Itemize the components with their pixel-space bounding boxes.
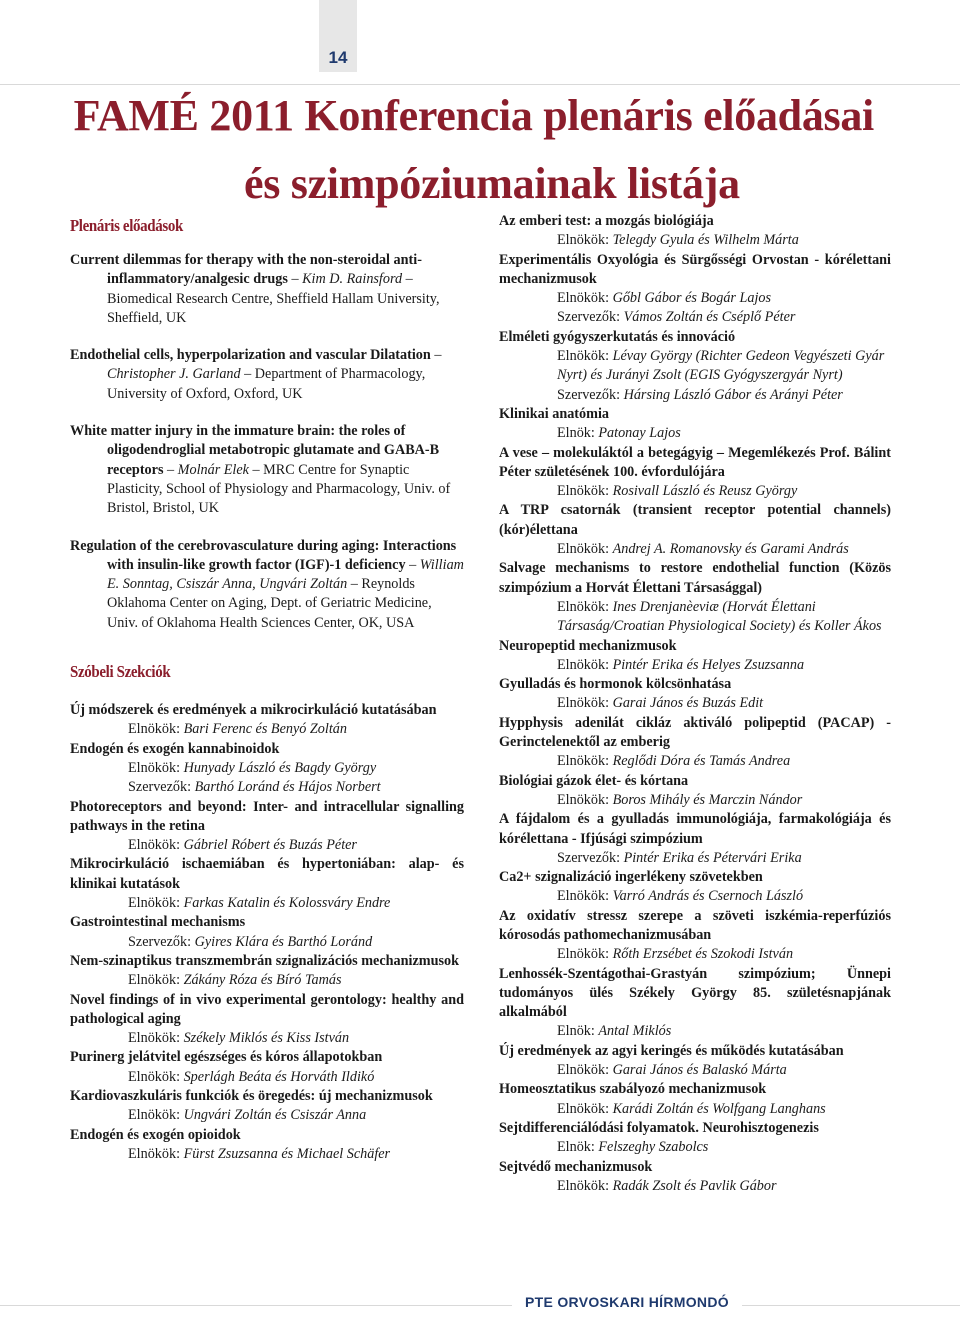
session-item: [70, 855, 464, 913]
session-item: [70, 740, 464, 798]
session-role-label: Elnökök:: [128, 1030, 181, 1047]
session-role-label: Elnökök:: [557, 483, 610, 500]
session-chairs: [70, 933, 464, 952]
plenary-institution: Department of Pharmacology, University of Oxford, Oxford, UK: [107, 366, 426, 402]
session-names: Fürst Zsuzsanna és Michael Schäfer: [183, 1145, 391, 1162]
session-role-label: Elnökök:: [557, 348, 610, 365]
session-title: Sejtvédő mechanizmusok: [499, 1158, 653, 1175]
session-chairs: [499, 887, 891, 906]
session-names: Telegdy Gyula és Wilhelm Márta: [612, 232, 799, 249]
session-names: Ungvári Zoltán és Csiszár Anna: [183, 1107, 367, 1124]
session-chairs: [499, 231, 891, 250]
session-role-label: Elnökök:: [128, 721, 181, 738]
session-title: Endogén és exogén kannabinoidok: [70, 740, 280, 757]
session-item: [499, 810, 891, 868]
session-chairs: [70, 971, 464, 990]
page-title-line-1: FAMÉ 2011 Konferencia plenáris előadásai: [73, 91, 874, 140]
plenary-item: Regulation of the cerebrovasculature during aging: Interactions with insulin-like growth factor (IGF)-1 deficiency – William E. Sonntag, Csiszár Anna, Ungvári Zoltán – Reynolds Oklahoma Center on Aging, Dept. of Geriatric Medicine, Univ. of Oklahoma Health Sciences Center, OK, USA: [70, 537, 464, 631]
session-title: Endogén és exogén opioidok: [70, 1126, 241, 1143]
session-title: Lenhossék-Szentágothai-Grastyán szimpózium; Ünnepi tudományos ülés Székely György 85. születésnapjának alkalmából: [499, 965, 891, 1021]
session-item: [499, 328, 891, 405]
session-item: [70, 798, 464, 856]
session-chairs: [70, 1145, 464, 1164]
plenary-item: White matter injury in the immature brain: the roles of oligodendroglial metabotropic glutamate and GABA-B receptors – Molnár Elek – MRC Centre for Synaptic Plasticity, School of Physiology and Pharmacology, Univ. of Bristol, Bristol, UK: [70, 423, 451, 517]
plenary-item: Endothelial cells, hyperpolarization and vascular Dilatation – Christopher J. Garland – Department of Pharmacology, University of Oxford, Oxford, UK: [70, 347, 442, 402]
session-role-label: Elnökök:: [128, 759, 181, 776]
plenary-institution: Reynolds Oklahoma Center on Aging, Dept. of Geriatric Medicine, Univ. of Oklahoma Health Sciences Center, OK, USA: [107, 576, 432, 631]
session-role-label: Elnökök:: [557, 656, 610, 673]
session-title: Klinikai anatómia: [499, 405, 609, 422]
session-role-label: Elnökök:: [128, 1068, 181, 1085]
session-role-label: Elnökök:: [557, 695, 610, 712]
session-names: Zákány Róza és Bíró Tamás: [183, 972, 342, 989]
session-role-label: Elnökök:: [557, 598, 610, 615]
session-names: Felszeghy Szabolcs: [598, 1139, 709, 1156]
session-names: Székely Miklós és Kiss István: [183, 1030, 350, 1047]
session-chairs: [499, 656, 891, 675]
session-names: Andrej A. Romanovsky és Garami András: [612, 541, 849, 558]
session-chairs: [499, 752, 891, 771]
session-chairs: [70, 1068, 464, 1087]
session-item: [70, 1048, 464, 1087]
session-item: [499, 559, 891, 636]
session-item: [499, 907, 891, 965]
session-item: [70, 1126, 464, 1165]
session-title: Salvage mechanisms to restore endothelial function (Közös szimpózium a Horvát Élettani Társasággal): [499, 560, 891, 596]
session-role-label: Szervezők:: [128, 779, 192, 796]
session-title: Az oxidatív stressz szerepe a szöveti iszkémia-reperfúziós kórosodás pathomechanizmusában: [499, 907, 891, 943]
session-role-label: Elnökök:: [557, 232, 610, 249]
session-item: [70, 991, 464, 1049]
left-session-list: [70, 701, 464, 1164]
session-item: [499, 1080, 891, 1119]
session-names: Patonay Lajos: [598, 425, 681, 442]
session-names: Rosivall László és Reusz György: [612, 483, 798, 500]
session-chairs: [499, 386, 891, 405]
session-names: Hunyady László és Bagdy György: [183, 759, 377, 776]
session-title: Kardiovaszkuláris funkciók és öregedés: új mechanizmusok: [70, 1087, 433, 1104]
session-item: [499, 772, 891, 811]
session-chairs: [499, 289, 891, 308]
session-names: Rőth Erzsébet és Szokodi István: [612, 946, 794, 963]
plenary-author: Kim D. Rainsford: [302, 271, 403, 288]
session-item: [499, 444, 891, 502]
session-chairs: [70, 1106, 464, 1125]
session-names: Lévay György (Richter Gedeon Vegyészeti Gyár Nyrt) és Jurányi Zsolt (EGIS Gyógyszergyár Nyrt): [557, 348, 885, 384]
session-role-label: Elnökök:: [557, 1062, 610, 1079]
session-item: [70, 701, 464, 740]
session-title: Biológiai gázok élet- és kórtana: [499, 772, 689, 789]
session-item: [70, 952, 464, 991]
session-chairs: [499, 694, 891, 713]
session-item: [499, 501, 891, 559]
plenary-institution: Biomedical Research Centre, Sheffield Hallam University, Sheffield, UK: [107, 290, 440, 326]
session-role-label: Elnökök:: [557, 753, 610, 770]
session-item: [499, 1042, 891, 1081]
session-role-label: Elnök:: [557, 425, 595, 442]
session-item: [70, 1087, 464, 1126]
session-title: Nem-szinaptikus transzmembrán szignalizációs mechanizmusok: [70, 952, 459, 969]
session-item: [499, 714, 891, 772]
session-chairs: [499, 791, 891, 810]
page-title-line-2: és szimpóziumainak listája: [244, 159, 740, 208]
session-title: Gastrointestinal mechanisms: [70, 914, 246, 931]
plenary-title: Current dilemmas for therapy with the non-steroidal anti-inflammatory/analgesic drugs: [70, 252, 422, 288]
session-names: Vámos Zoltán és Cséplő Péter: [623, 309, 796, 326]
session-title: Az emberi test: a mozgás biológiája: [499, 213, 714, 229]
session-names: Farkas Katalin és Kolossváry Endre: [183, 895, 391, 912]
session-role-label: Elnökök:: [128, 972, 181, 989]
session-role-label: Szervezők:: [128, 933, 192, 950]
session-names: Gőbl Gábor és Bogár Lajos: [612, 290, 772, 307]
session-item: [499, 868, 891, 907]
session-chairs: [70, 759, 464, 778]
session-role-label: Elnökök:: [557, 290, 610, 307]
session-names: Sperlágh Beáta és Horváth Ildikó: [183, 1068, 375, 1085]
plenary-list: [70, 251, 464, 633]
session-item: [499, 1158, 891, 1197]
session-chairs: [70, 836, 464, 855]
session-item: [499, 1119, 891, 1158]
session-role-label: Elnökök:: [557, 1177, 610, 1194]
plenary-item: Current dilemmas for therapy with the non-steroidal anti-inflammatory/analgesic drugs – Kim D. Rainsford – Biomedical Research Centre, Sheffield Hallam University, Sheffield, UK: [70, 252, 440, 326]
session-title: Novel findings of in vivo experimental gerontology: healthy and pathological aging: [70, 991, 464, 1027]
session-names: Barthó Loránd és Hájos Norbert: [194, 779, 381, 796]
session-names: Gábriel Róbert és Buzás Péter: [183, 837, 357, 854]
plenary-author: Molnár Elek: [177, 461, 249, 478]
session-role-label: Elnök:: [557, 1023, 595, 1040]
session-names: Varró András és Csernoch László: [612, 888, 804, 905]
session-title: Sejtdifferenciálódási folyamatok. Neurohisztogenezis: [499, 1119, 819, 1136]
session-role-label: Elnök:: [557, 1139, 595, 1156]
session-chairs: [499, 424, 891, 443]
session-item: [499, 251, 891, 328]
session-title: Purinerg jelátvitel egészséges és kóros állapotokban: [70, 1049, 383, 1066]
session-chairs: [70, 720, 464, 739]
session-names: Reglődi Dóra és Tamás Andrea: [612, 753, 791, 770]
footer-publication-name: PTE ORVOSKARI HÍRMONDÓ: [512, 1294, 742, 1310]
session-names: Antal Miklós: [598, 1023, 672, 1040]
plenary-heading: Plenáris előadások: [70, 216, 183, 235]
session-chairs: [499, 1022, 891, 1041]
oral-sessions-heading: Szóbeli Szekciók: [70, 662, 171, 682]
session-role-label: Elnökök:: [128, 837, 181, 854]
session-names: Hársing László Gábor és Arányi Péter: [623, 386, 843, 403]
session-item: [70, 913, 464, 952]
session-names: Pintér Erika és Helyes Zsuzsanna: [612, 656, 805, 673]
footer-rule: [0, 1305, 960, 1306]
session-title: Hypphysis adenilát cikláz aktiváló polipeptid (PACAP) - Gerinctelenektől az emberig: [499, 714, 891, 751]
session-title: A vese – molekuláktól a betegágyig – Megemlékezés Prof. Bálint Péter születésének 100. évfordulójára: [499, 444, 891, 480]
session-role-label: Szervezők:: [557, 309, 621, 326]
session-names: Boros Mihály és Marczin Nándor: [612, 791, 803, 808]
right-session-list: [499, 212, 891, 1196]
session-names: Garai János és Balaskó Márta: [612, 1062, 787, 1079]
plenary-author: William E. Sonntag, Csiszár Anna, Ungvári Zoltán: [107, 556, 464, 593]
session-role-label: Elnökök:: [557, 1100, 610, 1117]
session-item: [499, 675, 891, 714]
session-chairs: [499, 1138, 891, 1157]
session-title: Elméleti gyógyszerkutatás és innováció: [499, 328, 736, 345]
session-title: Gyulladás és hormonok kölcsönhatása: [499, 676, 732, 693]
session-title: Mikrocirkuláció ischaemiában és hypertoniában: alap- és klinikai kutatások: [70, 856, 464, 892]
session-names: Bari Ferenc és Benyó Zoltán: [183, 721, 347, 738]
session-role-label: Elnökök:: [557, 888, 610, 905]
session-chairs: [499, 540, 891, 559]
session-chairs: [499, 849, 891, 868]
plenary-title: Endothelial cells, hyperpolarization and vascular Dilatation: [70, 347, 431, 364]
session-chairs: [499, 598, 891, 637]
session-title: A TRP csatornák (transient receptor potential channels) (kór)élettana: [499, 502, 891, 538]
session-title: Homeosztatikus szabályozó mechanizmusok: [499, 1081, 767, 1098]
session-chairs: [499, 1177, 891, 1196]
session-title: Experimentális Oxyológia és Sürgősségi Orvostan - kórélettani mechanizmusok: [499, 251, 891, 287]
session-role-label: Elnökök:: [557, 791, 610, 808]
session-chairs: [499, 1100, 891, 1119]
session-chairs: [499, 945, 891, 964]
session-item: [499, 965, 891, 1042]
session-chairs: [499, 482, 891, 501]
session-item: [499, 405, 891, 444]
left-column: [70, 215, 464, 1164]
session-chairs: [70, 1029, 464, 1048]
session-title: A fájdalom és a gyulladás immunológiája, farmakológiája és kórélettana - Ifjúsági szimpózium: [499, 811, 891, 847]
session-chairs: [499, 347, 891, 386]
top-rule: [0, 84, 960, 85]
session-title: Ca2+ szignalizáció ingerlékeny szövetekben: [499, 869, 763, 886]
page-number: 14: [328, 48, 348, 67]
session-chairs: [70, 894, 464, 913]
plenary-institution: MRC Centre for Synaptic Plasticity, School of Physiology and Pharmacology, Univ. of Bristol, Bristol, UK: [107, 461, 451, 517]
plenary-title: Regulation of the cerebrovasculature during aging: Interactions with insulin-like growth factor (IGF)-1 deficiency: [70, 537, 457, 573]
session-title: Photoreceptors and beyond: Inter- and intracellular signalling pathways in the retina: [70, 798, 464, 834]
session-title: Neuropeptid mechanizmusok: [499, 637, 677, 654]
session-names: Ines Drenjanèeviæ (Horvát Élettani Társaság/Croatian Physiological Society) és Koller Ákos: [557, 598, 882, 635]
session-title: Új módszerek és eredmények a mikrocirkuláció kutatásában: [70, 702, 437, 719]
session-role-label: Elnökök:: [128, 1107, 181, 1124]
plenary-title: White matter injury in the immature brain: the roles of oligodendroglial metabotropic glutamate and GABA-B receptors: [70, 423, 440, 478]
session-title: Új eredmények az agyi keringés és működés kutatásában: [499, 1042, 844, 1059]
session-role-label: Elnökök:: [557, 946, 610, 963]
page-number-tab: [319, 0, 357, 72]
session-chairs: [499, 308, 891, 327]
session-chairs: [499, 1061, 891, 1080]
right-column: [499, 212, 891, 1196]
session-role-label: Elnökök:: [557, 541, 610, 558]
session-role-label: Szervezők:: [557, 386, 621, 403]
session-role-label: Szervezők:: [557, 849, 621, 866]
session-item: [499, 212, 891, 251]
session-item: [499, 637, 891, 676]
session-chairs: [70, 778, 464, 797]
plenary-author: Christopher J. Garland: [107, 366, 241, 383]
session-names: Garai János és Buzás Edit: [612, 695, 764, 712]
session-names: Karádi Zoltán és Wolfgang Langhans: [612, 1100, 826, 1117]
session-names: Radák Zsolt és Pavlik Gábor: [612, 1177, 777, 1194]
session-role-label: Elnökök:: [128, 1145, 181, 1162]
session-names: Gyires Klára és Barthó Loránd: [194, 933, 373, 950]
session-names: Pintér Erika és Pétervári Erika: [623, 849, 802, 866]
session-role-label: Elnökök:: [128, 895, 181, 912]
